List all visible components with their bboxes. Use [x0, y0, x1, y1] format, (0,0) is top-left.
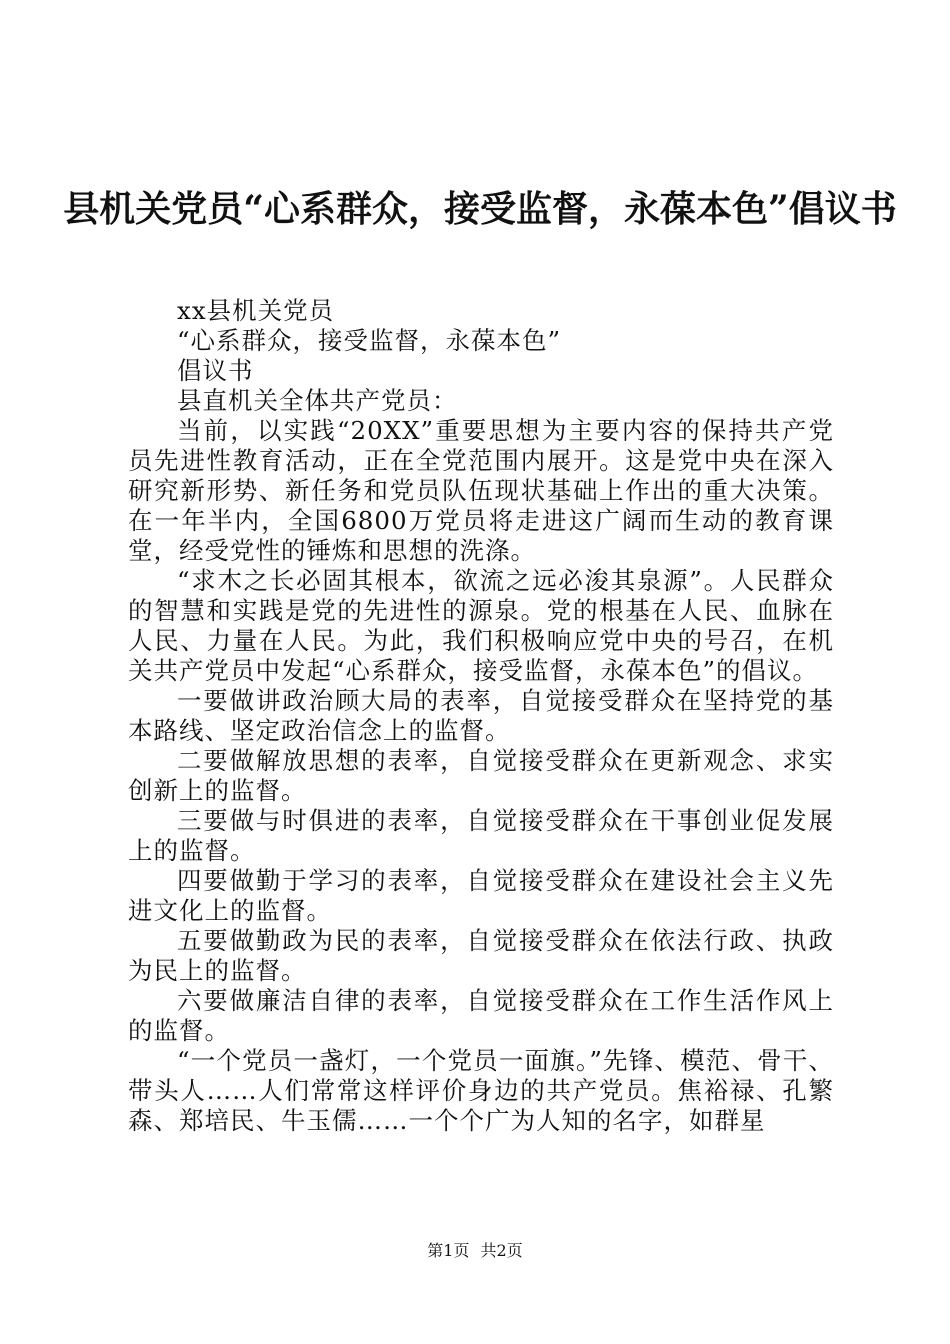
paragraph-heading-2: “心系群众，接受监督，永葆本色”: [177, 326, 562, 355]
paragraph-salutation: 县直机关全体共产党员：: [177, 386, 458, 415]
page-footer: [0, 1241, 950, 1261]
paragraph: 四要做勤于学习的表率，自觉接受群众在建设社会主义先进文化上的监督。: [128, 866, 834, 925]
paragraph-heading-3: 倡议书: [177, 356, 254, 385]
document-body: [128, 296, 834, 1136]
paragraph: 五要做勤政为民的表率，自觉接受群众在依法行政、执政为民上的监督。: [128, 926, 834, 985]
paragraph: 当前，以实践“20XX”重要思想为主要内容的保持共产党员先进性教育活动，正在全党范围内展开。这是党中央在深入研究新形势、新任务和党员队伍现状基础上作出的重大决策。在一年半内，全国6800万党员将走进这广阔而生动的教育课堂，经受党性的锤炼和思想的洗涤。: [128, 416, 834, 565]
paragraph: 一要做讲政治顾大局的表率，自觉接受群众在坚持党的基本路线、坚定政治信念上的监督。: [128, 686, 834, 745]
paragraph: “求木之长必固其根本，欲流之远必浚其泉源”。人民群众的智慧和实践是党的先进性的源泉。党的根基在人民、血脉在人民、力量在人民。为此，我们积极响应党中央的号召，在机关共产党员中发起“心系群众，接受监督，永葆本色”的倡议。: [128, 566, 834, 685]
paragraph-heading-1: xx县机关党员: [177, 296, 335, 325]
page-number: 第1页: [427, 1241, 470, 1260]
paragraph: “一个党员一盏灯，一个党员一面旗。”先锋、模范、骨干、带头人……人们常常这样评价身边的共产党员。焦裕禄、孔繁森、郑培民、牛玉儒……一个个广为人知的名字，如群星: [128, 1046, 834, 1135]
page-total: 共2页: [480, 1241, 523, 1260]
document-title: 县机关党员“心系群众，接受监督，永葆本色”倡议书: [63, 188, 897, 230]
paragraph: 三要做与时俱进的表率，自觉接受群众在干事创业促发展上的监督。: [128, 806, 834, 865]
paragraph: 六要做廉洁自律的表率，自觉接受群众在工作生活作风上的监督。: [128, 986, 834, 1045]
paragraph: 二要做解放思想的表率，自觉接受群众在更新观念、求实创新上的监督。: [128, 746, 834, 805]
